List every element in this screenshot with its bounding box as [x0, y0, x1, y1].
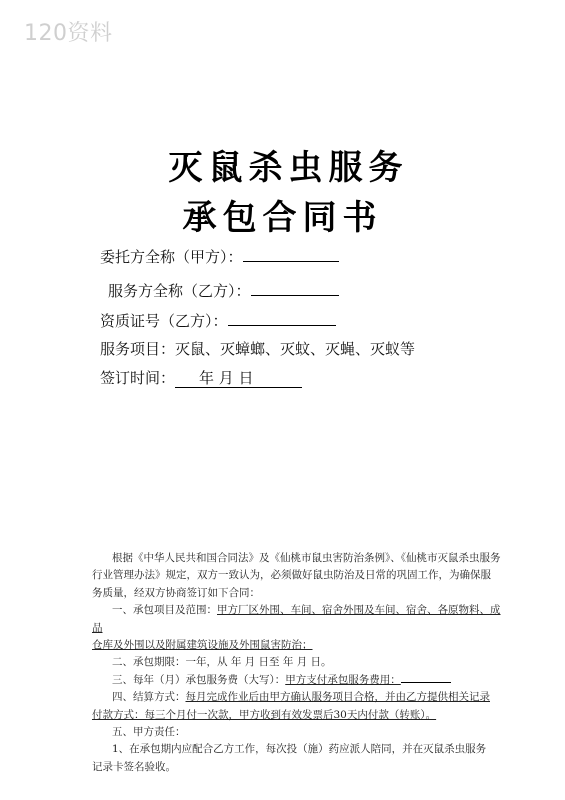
document-title-line2: 承包合同书 — [182, 198, 383, 238]
clause-1-value: 甲方厂区外围、车间、宿舍外围及车间、宿舍、各原物料、成品 — [92, 604, 501, 634]
clause-3 — [92, 672, 507, 689]
intro-line-1: 根据《中华人民共和国合同法》及《仙桃市鼠虫害防治条例》、《仙桃市灭鼠杀虫服务 — [112, 552, 501, 564]
certificate-number-label: 资质证号（乙方）： — [100, 312, 228, 330]
provider-name-label: 服务方全称（乙方）： — [108, 282, 251, 300]
clause-1-label: 一、承包项目及范围： — [112, 604, 217, 617]
client-name-field — [100, 247, 339, 266]
service-items-value: 灭鼠、灭蟑螂、灭蚊、灭蝇、灭蚁等 — [175, 340, 416, 358]
intro-line-3: 务质量，经双方协商签订如下合同： — [92, 586, 260, 599]
clause-5-label: 五、甲方责任： — [112, 726, 186, 739]
clause-2 — [92, 654, 507, 671]
intro-line-2: 行业管理办法》规定，双方一致认为，必须做好鼠虫防治及日常的巩固工作，为确保服 — [92, 569, 491, 582]
clause-4-value: 每月完成作业后由甲方确认服务项目合格，并由乙方提供相关记录 — [185, 691, 490, 704]
clause-5-1: 1、在承包期内应配合乙方工作，每次投（施）药应派人陪同，并在灭鼠杀虫服务 — [112, 743, 487, 756]
clause-5-1-cont: 记录卡签名验收。 — [92, 760, 176, 773]
provider-name-blank — [251, 281, 339, 296]
certificate-number-blank — [228, 311, 336, 326]
clause-1-value-cont: 仓库及外围以及附属建筑设施及外围鼠害防治； — [92, 639, 313, 652]
clause-3-value: 甲方支付承包服务费用： — [285, 673, 401, 686]
service-items-field — [100, 340, 415, 358]
service-items-label: 服务项目： — [100, 340, 176, 358]
certificate-number-field — [100, 311, 336, 330]
signing-date-field — [100, 369, 302, 388]
document-title-line1: 灭鼠杀虫服务 — [168, 148, 409, 188]
clause-3-blank — [401, 672, 451, 683]
watermark: 120资料 — [24, 21, 113, 46]
clause-4-label: 四、结算方式： — [112, 691, 186, 704]
contract-body — [92, 550, 507, 776]
clause-1 — [92, 602, 507, 637]
clause-2-label: 二、承包期限： — [112, 656, 186, 669]
client-name-label: 委托方全称（甲方）： — [100, 248, 243, 266]
provider-name-field — [108, 281, 339, 300]
clause-4 — [92, 689, 507, 706]
clause-3-label: 三、每年（月）承包服务费（大写）： — [112, 673, 286, 686]
client-name-blank — [243, 247, 339, 262]
clause-2-value: 一年，从 年 月 日至 年 月 日。 — [185, 656, 332, 669]
signing-date-label: 签订时间： — [100, 369, 176, 387]
signing-date-value: 年 月 日 — [175, 369, 302, 388]
clause-4-value-cont: 付款方式：每三个月付一次款，甲方收到有效发票后30天内付款（转账）。 — [92, 708, 437, 721]
